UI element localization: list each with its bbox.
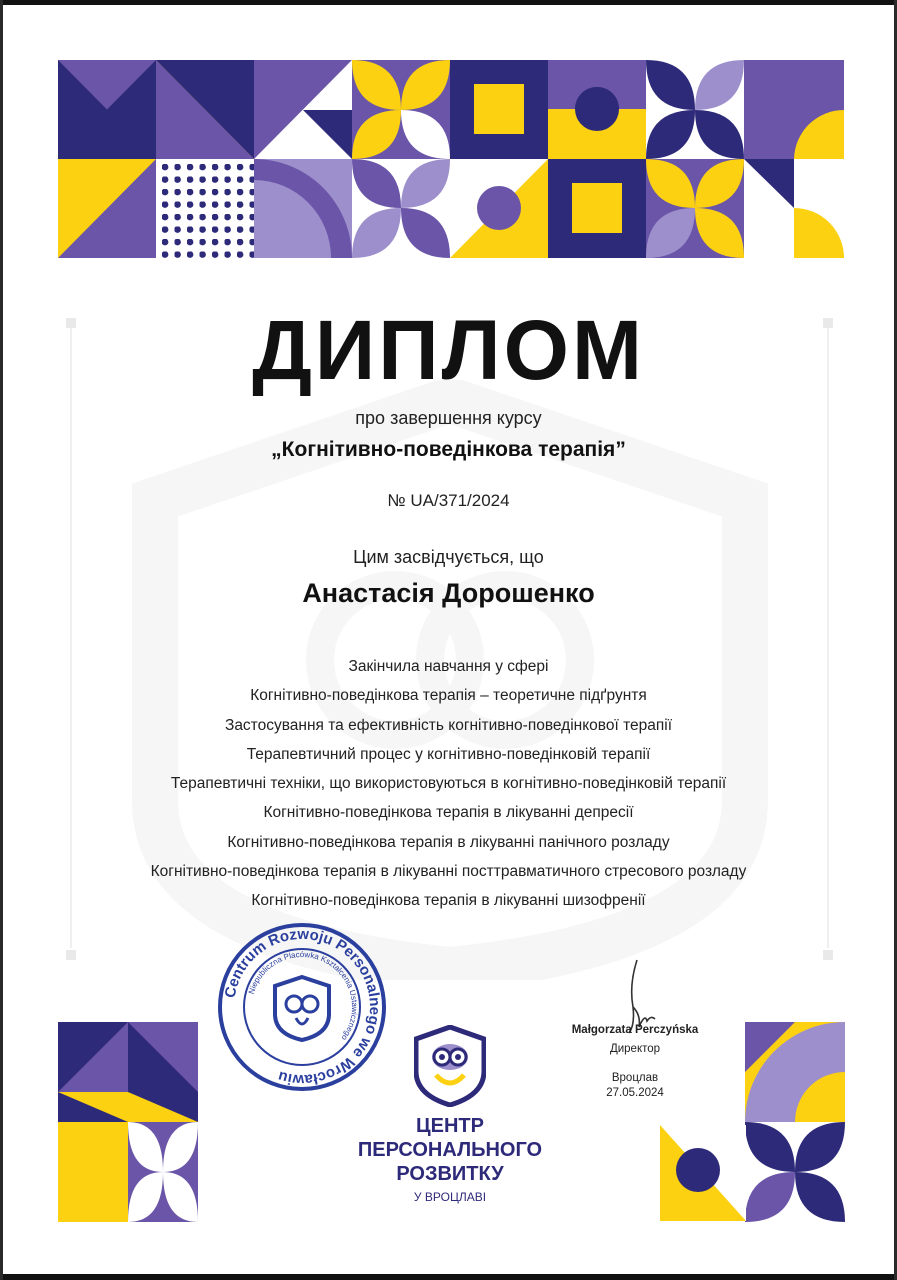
signatory-name: Małgorzata Perczyńska — [571, 1024, 699, 1036]
topic-item: Когнітивно-поведінкова терапія в лікуванні шизофренії — [251, 892, 646, 910]
official-stamp — [217, 922, 387, 1092]
bottom-frame-edge — [0, 1274, 897, 1280]
bottom-right-geometric — [745, 1022, 845, 1222]
topics-intro: Закінчила навчання у сфері — [348, 658, 549, 675]
top-frame-edge — [0, 0, 897, 5]
topic-item: Терапевтичні техніки, що використовуються в когнітивно-поведінковій терапії — [170, 775, 727, 793]
topic-item: Терапевтичний процес у когнітивно-поведінковій терапії — [246, 745, 651, 763]
topics-list — [0, 652, 897, 916]
logo-line-4: У ВРОЦЛАВІ — [413, 1190, 487, 1204]
bottom-right-extra-shapes — [660, 1125, 746, 1221]
corner-marker-bl — [66, 950, 76, 960]
diploma-number: № UA/371/2024 — [387, 491, 510, 510]
certifies-text: Цим засвідчується, що — [353, 547, 544, 567]
signature-date: 27.05.2024 — [606, 1087, 664, 1099]
left-frame-edge — [0, 0, 3, 1280]
course-subtitle: про завершення курсу — [355, 408, 542, 428]
recipient-name: Анастасія Дорошенко — [302, 578, 595, 608]
logo-line-3: РОЗВИТКУ — [396, 1163, 504, 1185]
stamp-inner-text: Niepubliczna Placówka Kształcenia Ustawicznego — [246, 949, 360, 1043]
handwritten-signature — [615, 955, 665, 1035]
signature-city: Вроцлав — [611, 1072, 659, 1084]
logo-line-1: ЦЕНТР — [416, 1115, 484, 1137]
stamp-outer-text: Centrum Rozwoju Personalnego we Wrocławiu — [221, 925, 384, 1089]
topic-item: Когнітивно-поведінкова терапія – теоретичне підґрунтя — [250, 687, 647, 705]
corner-marker-br — [823, 950, 833, 960]
bottom-left-geometric — [58, 1022, 198, 1222]
topic-item: Застосування та ефективність когнітивно-поведінкової терапії — [224, 716, 673, 734]
signatory-role: Директор — [609, 1043, 661, 1055]
topic-item: Когнітивно-поведінкова терапія в лікуванні панічного розладу — [227, 833, 670, 851]
geometric-pattern-top — [58, 60, 844, 258]
center-logo-icon — [414, 1025, 486, 1107]
topic-item: Когнітивно-поведінкова терапія в лікуванні посттравматичного стресового розладу — [150, 863, 747, 881]
topic-item: Когнітивно-поведінкова терапія в лікуванні депресії — [263, 804, 634, 822]
top-geometric-banner — [58, 60, 844, 258]
logo-line-2: ПЕРСОНАЛЬНОГО — [357, 1139, 543, 1161]
diploma-title: ДИПЛОМ — [252, 303, 645, 397]
course-name: „Когнітивно-поведінкова терапія” — [271, 438, 626, 461]
